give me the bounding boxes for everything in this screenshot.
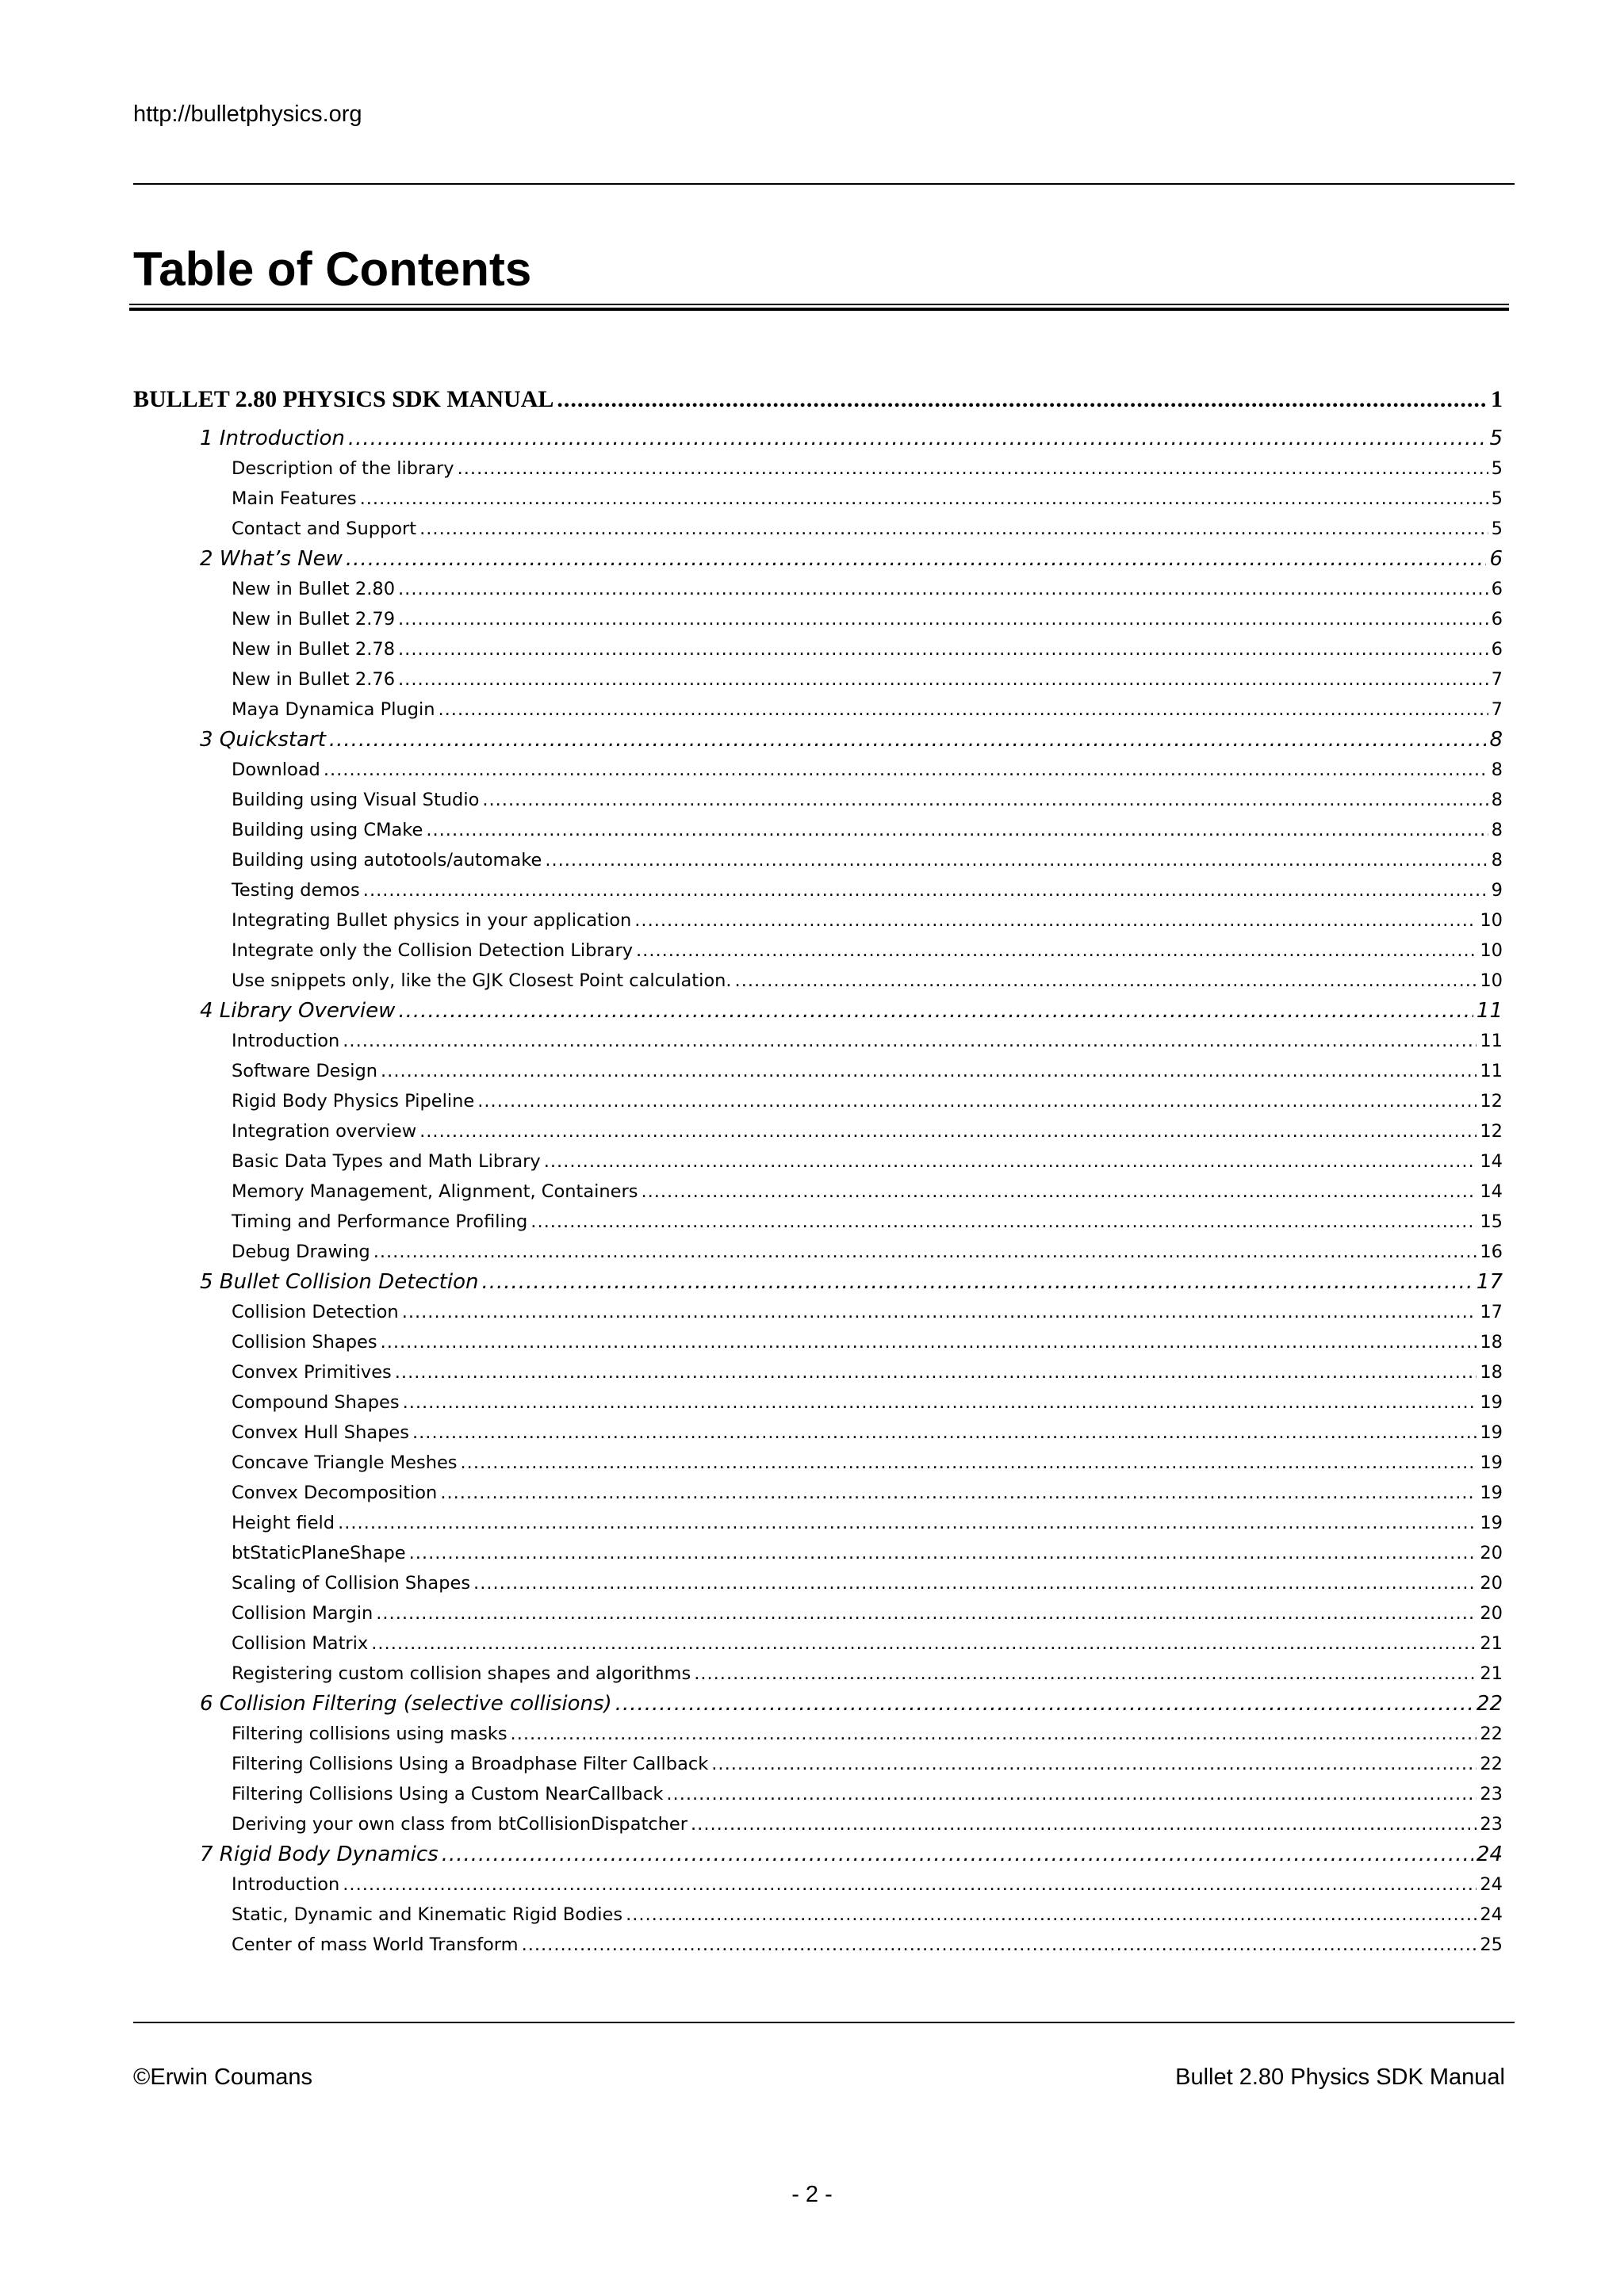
toc-entry-section[interactable] (133, 634, 1503, 664)
page-title: Table of Contents (133, 243, 532, 296)
toc-entry-section[interactable] (133, 484, 1503, 514)
toc-entry-page: 10 (1480, 970, 1503, 991)
header-rule (133, 183, 1515, 185)
toc-entry-page: 20 (1480, 1543, 1503, 1563)
toc-entry-page: 5 (1489, 427, 1503, 450)
toc-entry-page: 19 (1480, 1392, 1503, 1413)
toc-entry-page: 18 (1480, 1362, 1503, 1383)
toc-entry-page: 25 (1480, 1934, 1503, 1955)
toc-entry-section[interactable] (133, 1327, 1503, 1357)
toc-entry-page: 6 (1491, 609, 1503, 629)
toc-entry-label: Collision Shapes (232, 1332, 377, 1353)
toc-entry-label: New in Bullet 2.76 (232, 669, 396, 690)
toc-entry-page: 9 (1491, 880, 1503, 901)
table-of-contents (133, 379, 1503, 1960)
toc-entry-section[interactable] (133, 1809, 1503, 1839)
toc-dot-leader (626, 1900, 1477, 1930)
toc-entry-page: 19 (1480, 1452, 1503, 1473)
toc-entry-page: 23 (1480, 1784, 1503, 1804)
toc-entry-section[interactable] (133, 1659, 1503, 1689)
title-underline-thin (129, 304, 1509, 305)
toc-entry-section[interactable] (133, 1568, 1503, 1598)
toc-entry-page: 24 (1476, 1843, 1503, 1866)
toc-entry-page: 6 (1491, 579, 1503, 599)
toc-dot-leader (458, 453, 1488, 484)
toc-dot-leader (373, 1237, 1477, 1267)
toc-entry-section[interactable] (133, 1538, 1503, 1568)
toc-entry-page: 20 (1480, 1573, 1503, 1594)
toc-entry-page: 17 (1480, 1302, 1503, 1322)
toc-entry-label: Filtering collisions using masks (232, 1724, 508, 1744)
toc-entry-label: 6 Collision Filtering (selective collisions) (200, 1692, 612, 1716)
toc-dot-leader (376, 1598, 1477, 1628)
toc-entry-chapter[interactable] (133, 423, 1503, 453)
toc-entry-section[interactable] (133, 574, 1503, 604)
toc-entry-section[interactable] (133, 1146, 1503, 1177)
toc-entry-section[interactable] (133, 1478, 1503, 1508)
toc-entry-label: Description of the library (232, 458, 454, 479)
toc-entry-page: 22 (1476, 1692, 1503, 1716)
toc-dot-leader (419, 514, 1488, 544)
toc-entry-label: Contact and Support (232, 519, 417, 539)
toc-entry-page: 11 (1480, 1031, 1503, 1051)
toc-entry-section[interactable] (133, 453, 1503, 484)
toc-entry-page: 5 (1491, 519, 1503, 539)
toc-entry-part[interactable] (133, 379, 1503, 420)
toc-entry-page: 5 (1491, 458, 1503, 479)
toc-dot-leader (735, 966, 1477, 996)
footer-rule (133, 2022, 1515, 2023)
toc-entry-section[interactable] (133, 785, 1503, 815)
toc-entry-label: Deriving your own class from btCollisionDispatcher (232, 1814, 688, 1835)
toc-dot-leader (381, 1056, 1477, 1086)
toc-entry-section[interactable] (133, 604, 1503, 634)
toc-dot-leader (360, 484, 1488, 514)
toc-entry-page: 10 (1480, 940, 1503, 961)
toc-dot-leader (398, 664, 1488, 695)
toc-entry-label: Building using Visual Studio (232, 790, 480, 810)
toc-entry-chapter[interactable] (133, 725, 1503, 755)
toc-entry-section[interactable] (133, 815, 1503, 845)
toc-entry-page: 19 (1480, 1483, 1503, 1503)
toc-dot-leader (409, 1538, 1477, 1568)
toc-entry-page: 6 (1489, 547, 1503, 571)
toc-entry-label: Compound Shapes (232, 1392, 400, 1413)
toc-entry-label: Scaling of Collision Shapes (232, 1573, 471, 1594)
toc-entry-page: 22 (1480, 1754, 1503, 1774)
toc-entry-label: 2 What’s New (200, 547, 343, 571)
toc-entry-section[interactable] (133, 1056, 1503, 1086)
toc-entry-section[interactable] (133, 1086, 1503, 1116)
toc-entry-label: Main Features (232, 488, 357, 509)
toc-entry-label: Basic Data Types and Math Library (232, 1151, 541, 1172)
toc-dot-leader (343, 1869, 1477, 1900)
toc-entry-section[interactable] (133, 1930, 1503, 1960)
title-underline-thick (129, 308, 1509, 311)
toc-entry-section[interactable] (133, 1207, 1503, 1237)
toc-entry-section[interactable] (133, 664, 1503, 695)
toc-entry-label: Introduction (232, 1031, 340, 1051)
toc-entry-section[interactable] (133, 1116, 1503, 1146)
toc-entry-label: Use snippets only, like the GJK Closest Point calculation. (232, 970, 732, 991)
toc-entry-section[interactable] (133, 1418, 1503, 1448)
toc-entry-page: 21 (1480, 1663, 1503, 1684)
toc-entry-page: 11 (1476, 999, 1503, 1023)
toc-dot-leader (636, 936, 1477, 966)
toc-entry-label: 7 Rigid Body Dynamics (200, 1843, 439, 1866)
toc-dot-leader (403, 1387, 1477, 1418)
toc-dot-leader (477, 1086, 1477, 1116)
toc-entry-section[interactable] (133, 1448, 1503, 1478)
toc-entry-page: 7 (1491, 669, 1503, 690)
toc-entry-section[interactable] (133, 845, 1503, 875)
toc-dot-leader (530, 1207, 1477, 1237)
toc-dot-leader (694, 1659, 1477, 1689)
toc-entry-label: Collision Matrix (232, 1633, 369, 1654)
footer-manual-title: Bullet 2.80 Physics SDK Manual (1175, 2064, 1505, 2090)
toc-dot-leader (398, 604, 1488, 634)
toc-entry-label: New in Bullet 2.78 (232, 639, 396, 660)
toc-entry-page: 6 (1491, 639, 1503, 660)
toc-entry-label: Debug Drawing (232, 1242, 370, 1262)
toc-dot-leader (461, 1448, 1477, 1478)
toc-entry-page: 10 (1480, 910, 1503, 931)
toc-entry-label: 5 Bullet Collision Detection (200, 1270, 479, 1294)
toc-entry-section[interactable] (133, 695, 1503, 725)
toc-entry-label: Timing and Performance Profiling (232, 1211, 528, 1232)
toc-dot-leader (641, 1177, 1477, 1207)
toc-entry-page: 18 (1480, 1332, 1503, 1353)
toc-dot-leader (481, 1267, 1473, 1297)
toc-entry-page: 15 (1480, 1211, 1503, 1232)
toc-entry-section[interactable] (133, 1779, 1503, 1809)
toc-entry-label: Registering custom collision shapes and algorithms (232, 1663, 691, 1684)
toc-entry-page: 17 (1476, 1270, 1503, 1294)
toc-entry-page: 11 (1480, 1061, 1503, 1081)
toc-entry-page: 5 (1491, 488, 1503, 509)
toc-entry-chapter[interactable] (133, 1689, 1503, 1719)
toc-entry-section[interactable] (133, 1900, 1503, 1930)
toc-entry-label: Maya Dynamica Plugin (232, 699, 435, 720)
toc-entry-section[interactable] (133, 1297, 1503, 1327)
toc-entry-page: 8 (1491, 790, 1503, 810)
toc-dot-leader (338, 1508, 1477, 1538)
page-number: - 2 - (791, 2182, 833, 2207)
toc-entry-chapter[interactable] (133, 996, 1503, 1026)
toc-entry-label: New in Bullet 2.80 (232, 579, 396, 599)
toc-entry-page: 8 (1491, 820, 1503, 840)
toc-dot-leader (346, 544, 1487, 574)
toc-entry-label: Convex Hull Shapes (232, 1422, 409, 1443)
toc-entry-label: BULLET 2.80 PHYSICS SDK MANUAL (133, 386, 554, 412)
toc-entry-label: Collision Detection (232, 1302, 399, 1322)
toc-dot-leader (395, 1357, 1477, 1387)
toc-entry-label: Integration overview (232, 1121, 417, 1142)
toc-entry-label: 4 Library Overview (200, 999, 396, 1023)
toc-dot-leader (348, 423, 1487, 453)
toc-entry-section[interactable] (133, 1628, 1503, 1659)
toc-dot-leader (544, 1146, 1477, 1177)
toc-entry-section[interactable] (133, 936, 1503, 966)
toc-dot-leader (440, 1478, 1477, 1508)
toc-entry-label: Filtering Collisions Using a Custom NearCallback (232, 1784, 664, 1804)
toc-entry-label: New in Bullet 2.79 (232, 609, 396, 629)
toc-entry-label: Building using CMake (232, 820, 423, 840)
toc-entry-page: 12 (1480, 1121, 1503, 1142)
toc-entry-section[interactable] (133, 755, 1503, 785)
toc-entry-page: 14 (1480, 1181, 1503, 1202)
toc-dot-leader (439, 695, 1488, 725)
toc-entry-label: Static, Dynamic and Kinematic Rigid Bodies (232, 1904, 623, 1925)
toc-entry-section[interactable] (133, 875, 1503, 905)
toc-dot-leader (711, 1749, 1477, 1779)
toc-entry-page: 23 (1480, 1814, 1503, 1835)
toc-entry-label: Collision Margin (232, 1603, 373, 1624)
toc-entry-section[interactable] (133, 1869, 1503, 1900)
toc-entry-page: 21 (1480, 1633, 1503, 1654)
toc-dot-leader (482, 785, 1488, 815)
toc-entry-label: Filtering Collisions Using a Broadphase Filter Callback (232, 1754, 709, 1774)
toc-entry-page: 14 (1480, 1151, 1503, 1172)
toc-dot-leader (398, 996, 1473, 1026)
footer-author: ©Erwin Coumans (133, 2064, 313, 2090)
toc-dot-leader (426, 815, 1488, 845)
toc-entry-label: Convex Decomposition (232, 1483, 438, 1503)
toc-entry-page: 16 (1480, 1242, 1503, 1262)
toc-entry-section[interactable] (133, 1357, 1503, 1387)
toc-dot-leader (442, 1839, 1473, 1869)
toc-entry-label: Integrate only the Collision Detection Library (232, 940, 634, 961)
toc-entry-page: 19 (1480, 1513, 1503, 1533)
toc-dot-leader (398, 574, 1488, 604)
toc-entry-label: 3 Quickstart (200, 728, 326, 752)
toc-entry-label: Building using autotools/automake (232, 850, 542, 871)
toc-dot-leader (329, 725, 1487, 755)
toc-entry-label: Height field (232, 1513, 335, 1533)
toc-entry-label: Download (232, 760, 320, 780)
toc-dot-leader (634, 905, 1477, 936)
toc-entry-page: 24 (1480, 1874, 1503, 1895)
toc-entry-label: Center of mass World Transform (232, 1934, 519, 1955)
toc-entry-label: Convex Primitives (232, 1362, 392, 1383)
toc-entry-label: btStaticPlaneShape (232, 1543, 406, 1563)
toc-entry-page: 1 (1491, 386, 1503, 412)
toc-entry-label: Rigid Body Physics Pipeline (232, 1091, 475, 1112)
toc-entry-label: Concave Triangle Meshes (232, 1452, 458, 1473)
toc-dot-leader (398, 634, 1488, 664)
toc-entry-section[interactable] (133, 1598, 1503, 1628)
toc-entry-section[interactable] (133, 966, 1503, 996)
toc-dot-leader (522, 1930, 1477, 1960)
page-header-url: http://bulletphysics.org (133, 101, 362, 127)
toc-entry-section[interactable] (133, 1749, 1503, 1779)
toc-dot-leader (371, 1628, 1477, 1659)
toc-entry-page: 20 (1480, 1603, 1503, 1624)
toc-entry-label: Memory Management, Alignment, Containers (232, 1181, 638, 1202)
toc-dot-leader (473, 1568, 1477, 1598)
toc-dot-leader (545, 845, 1488, 875)
toc-entry-section[interactable] (133, 1026, 1503, 1056)
toc-dot-leader (691, 1809, 1477, 1839)
toc-entry-section[interactable] (133, 1237, 1503, 1267)
toc-dot-leader (615, 1689, 1473, 1719)
toc-entry-label: 1 Introduction (200, 427, 345, 450)
toc-dot-leader (666, 1779, 1477, 1809)
toc-entry-chapter[interactable] (133, 1267, 1503, 1297)
toc-entry-chapter[interactable] (133, 544, 1503, 574)
toc-entry-chapter[interactable] (133, 1839, 1503, 1869)
toc-entry-label: Introduction (232, 1874, 340, 1895)
toc-entry-section[interactable] (133, 1508, 1503, 1538)
toc-entry-page: 12 (1480, 1091, 1503, 1112)
toc-entry-section[interactable] (133, 514, 1503, 544)
toc-dot-leader (402, 1297, 1477, 1327)
toc-entry-page: 24 (1480, 1904, 1503, 1925)
toc-entry-page: 8 (1489, 728, 1503, 752)
toc-dot-leader (324, 755, 1488, 785)
toc-entry-section[interactable] (133, 1387, 1503, 1418)
toc-entry-label: Software Design (232, 1061, 378, 1081)
toc-entry-page: 8 (1491, 850, 1503, 871)
toc-entry-section[interactable] (133, 1177, 1503, 1207)
toc-dot-leader (419, 1116, 1477, 1146)
toc-entry-section[interactable] (133, 905, 1503, 936)
toc-entry-label: Integrating Bullet physics in your application (232, 910, 632, 931)
toc-dot-leader (557, 379, 1488, 420)
toc-dot-leader (412, 1418, 1477, 1448)
toc-entry-label: Testing demos (232, 880, 360, 901)
toc-entry-page: 8 (1491, 760, 1503, 780)
toc-dot-leader (381, 1327, 1477, 1357)
toc-dot-leader (511, 1719, 1477, 1749)
toc-entry-page: 7 (1491, 699, 1503, 720)
toc-dot-leader (363, 875, 1488, 905)
toc-dot-leader (343, 1026, 1477, 1056)
toc-entry-section[interactable] (133, 1719, 1503, 1749)
toc-entry-page: 19 (1480, 1422, 1503, 1443)
toc-entry-page: 22 (1480, 1724, 1503, 1744)
